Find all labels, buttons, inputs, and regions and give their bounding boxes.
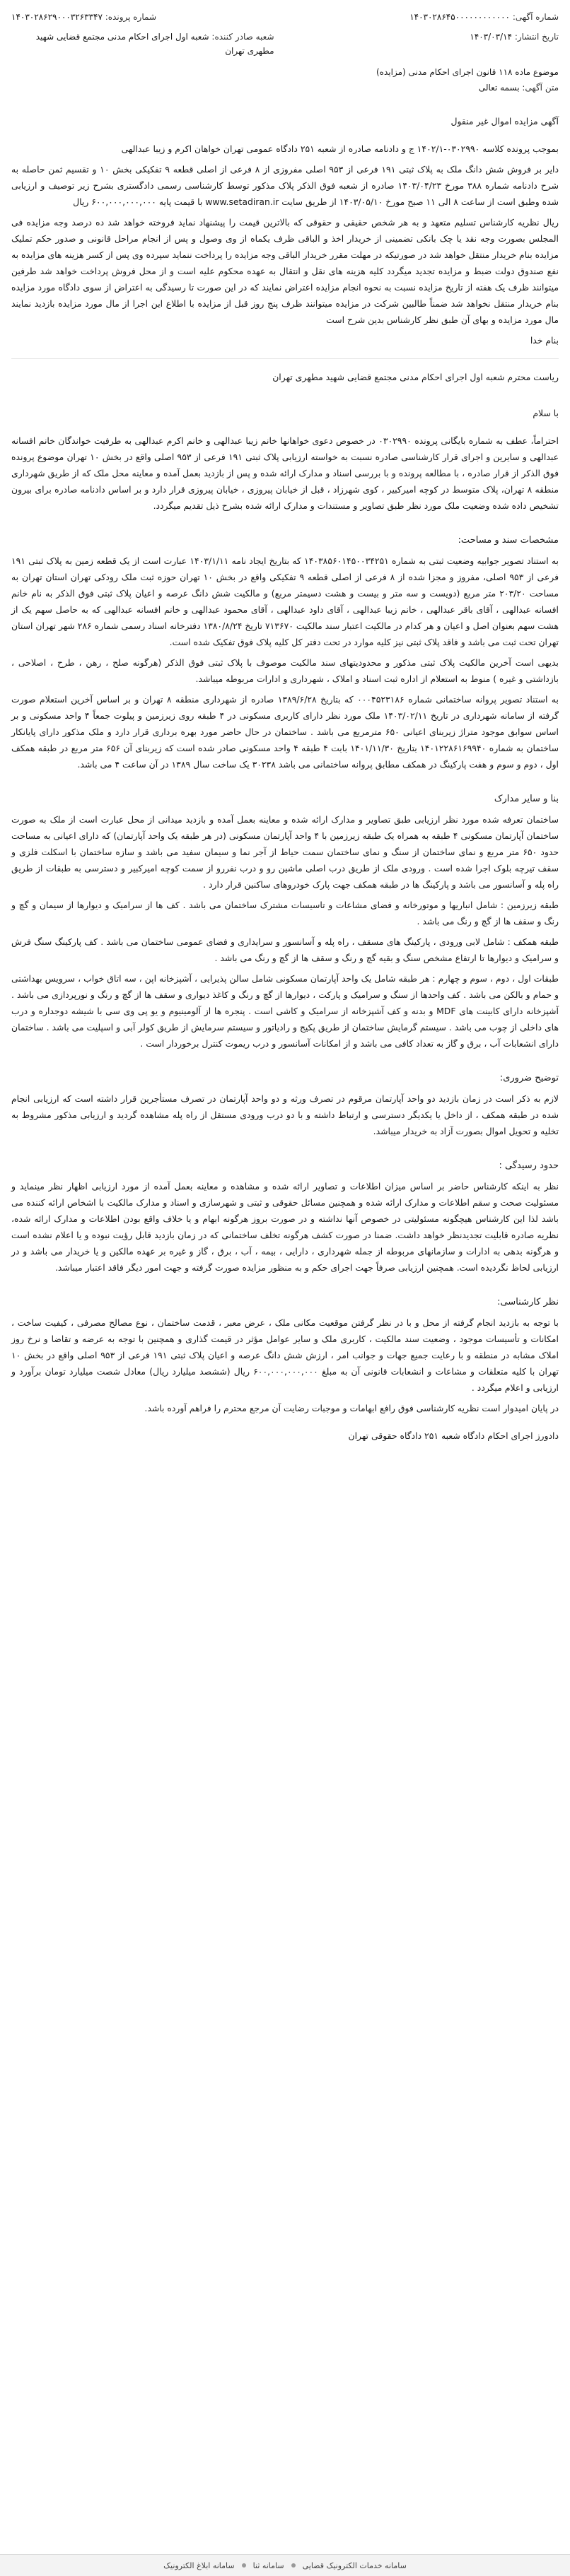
site-footer — [0, 2554, 570, 2576]
intro-paragraph: بموجب پرونده کلاسه ۰۳۰۲۹۹۰-۱۴۰۲/۱ ج و دادنامه صادره از شعبه ۲۵۱ دادگاه عمومی تهران خواهان اکرم و زیبا عبدالهی — [121, 143, 559, 154]
section-title: نظر کارشناسی: — [497, 1297, 559, 1307]
main-paragraph: احتراماً، عطف به شماره بایگانی پرونده ۰۳۰۲۹۹۰ در خصوص دعوی خواهانها خانم زیبا عبدالهی و خانم اکرم عبدالهی به طرفیت خواندگان خانم افسانه عبدالهی و سایرین و اجرای قرار کارشناسی صادره نسبت به خواسته ارزیابی پلاک ثبتی ۱۹۱ فرعی از ۹۵۳ اصلی واقع در بخش ۱۰ تهران موضوع پرونده فوق الذکر از قرار صادره ، با مطالعه پرونده و با بررسی اسناد و مدارک ارائه شده و پس از بازدید بعمل آمده و معاینه محل ملک که از طریق شهرداری منطقه ۸ تهران، پلاک متوسط در کوچه امیرکبیر ، کوی شهرزاد ، قبل از خیابان پیروزی ، خیابان پیروزی قرار دارد و بر اساس دادنامه صادره برای بیرون تشخیص داده شده وضعیت ملک مورد نظر طبق تصاویر و مستندات و مدارک ارائه شده بشرح ذیل تقدیم میگردد. — [11, 435, 559, 511]
issuing-branch: شعبه صادر کننده: شعبه اول اجرای احکام مدنی مجتمع قضایی شهید مطهری تهران — [35, 32, 274, 56]
intro-paragraph: دایر بر فروش شش دانگ ملک به پلاک ثبتی ۱۹۱ فرعی از ۹۵۳ اصلی مفروزی از ۸ فرعی از اصلی قطعه ۹ تفکیکی بخش ۱۰ و تقسیم ثمن حاصله به شرح دادنامه شماره ۳۸۸ مورخ ۱۴۰۳/۰۴/۲۳ صادره از شعبه فوق الذکر پلاک مذکور توسط کارشناسی رسمی دادگستری بشرح زیر توصیف و ارزیابی شده وطبق است از ساعت ۸ الی ۱۱ صبح مورخ ۱۴۰۳/۰۵/۱۰ از طریق سایت www.setadiran.ir با قیمت پایه ۶۰۰,۰۰۰,۰۰۰,۰۰۰ ریال — [11, 164, 559, 207]
salutation: با سلام — [533, 408, 559, 418]
section-title: مشخصات سند و مساحت: — [458, 535, 559, 546]
closing-signature: دادورز اجرای احکام دادگاه شعبه ۲۵۱ دادگاه حقوقی تهران — [348, 1430, 559, 1441]
section-paragraph: طبقات اول ، دوم ، سوم و چهارم : هر طبقه شامل یک واحد آپارتمان مسکونی شامل سالن پذیرایی ، آشپزخانه اپن ، سه اتاق خواب ، سرویس بهداشتی و حمام و بالکن می باشد . کف واحدها از سنگ و سرامیک و پارکت ، دیوارها از گچ و رنگ و کاغذ دیواری و سقف ها از گچ و رنگ و نورپردازی می باشد . آشپزخانه دارای کابینت های MDF و بدنه و کف آشپزخانه از سرامیک و کاشی است . پنجره ها از آلومینیوم و یو پی وی سی با شیشه دوجداره و درب های داخلی از چوب می باشد . سیستم گرمایش ساختمان از طریق پکیج و رادیاتور و سیستم سرمایش از طریق کولر آبی و اسپلیت می باشد . ساختمان دارای انشعابات آب ، برق و گاز به تعداد کافی می باشد و از امکانات آسانسور و درب ریموت کنترل برخوردار است . — [11, 973, 559, 1049]
separator-dot-icon — [242, 2563, 246, 2568]
section-paragraph: طبقه همکف : شامل لابی ورودی ، پارکینگ های مسقف ، راه پله و آسانسور و سرایداری و فضای عمومی ساختمان می باشد . کف پارکینگ سنگ فرش و سرامیک و دیوارها تا ارتفاع مشخص سنگ و بقیه گچ و رنگ و سقف ها از گچ و رنگ می باشد . — [11, 936, 559, 963]
notice-title: آگهی مزایده اموال غیر منقول — [450, 116, 559, 127]
section-paragraph: به استناد تصویر جوابیه وضعیت ثبتی به شماره ۱۴۰۳۸۵۶۰۱۴۵۰۰۳۴۲۵۱ که بتاریخ ایجاد نامه ۱۴۰۳/۱/۱۱ عبارت است از یک قطعه زمین به پلاک ثبتی ۱۹۱ فرعی از ۹۵۳ اصلی، مفروز و مجزا شده از ۸ فرعی از اصلی قطعه ۹ تفکیکی واقع در بخش ۱۰ تهران حوزه ثبت ملک رودکی تهران استان تهران به مساحت ۲۰۳/۲۰ متر مربع (دویست و سه متر و بیست و هشت دسیمتر مربع) و مالکیت شش دانگ عرصه و اعیان پلاک ثبتی فوق الذکر به نام خانم افسانه عبدالهی ، آقای باقر عبدالهی ، خانم زیبا عبدالهی ، آقای داود عبدالهی ، آقای محمود عبدالهی و خانم افسانه عبدالهی که به حاصل سهم یک از هشت سهم بعنوان اصل و اعیان و هر کدام در مالکیت اعتبار سند مالکیت ۷۱۳۶۷۰ تاریخ ۱۳۸۰/۸/۲۴ دفترخانه اسناد رسمی شماره ۲۸۶ شهر تهران استان تهران تحت ثبت می باشد و فاقد پلاک ثبتی نیز کلیه موارد در تحت دفتر کل کلیه پلاک فوق تفکیک شده است. — [11, 555, 559, 647]
footer-link[interactable]: سامانه ثنا — [252, 2560, 284, 2570]
addressee: ریاست محترم شعبه اول اجرای احکام مدنی مجتمع قضایی شهید مطهری تهران — [272, 372, 559, 382]
notice-text-label: متن آگهی: بسمه تعالی — [478, 83, 559, 93]
divider — [11, 358, 559, 359]
ad-number: شماره آگهی: ۱۴۰۳۰۲۸۶۴۵۰۰۰۰۰۰۰۰۰۰۰۰ — [409, 12, 559, 22]
footer-link[interactable]: سامانه ابلاغ الکترونیک — [163, 2560, 235, 2570]
footer-link[interactable]: سامانه خدمات الکترونیک قضایی — [302, 2560, 407, 2570]
section-paragraph: در پایان امیدوار است نظریه کارشناسی فوق رافع ابهامات و موجبات رضایت آن مرجع محترم را فراهم آورده باشد. — [144, 1403, 559, 1413]
section-paragraph: به استناد تصویر پروانه ساختمانی شماره ۰۰۰۴۵۲۳۱۸۶ که بتاریخ ۱۳۸۹/۶/۲۸ صادره از شهرداری منطقه ۸ تهران و بر اساس آخرین استعلام صورت گرفته از سامانه شهرداری در تاریخ ۱۴۰۳/۰۲/۱۱ ملک مورد نظر دارای کاربری مسکونی در ۴ طبقه روی زیرزمین و پیلوت جمعاً ۴ واحد مسکونی و بر اساس سوابق موجود متراژ زیربنای اعیانی ۶۵۰ مترمربع می باشد . ساختمان در حال حاضر مورد بهره برداری قرار دارد و ملک مذکور دارای پایانکار ساختمان به شماره ۱۴۰۱۲۲۸۶۱۶۹۹۴۰ بتاریخ ۱۴۰۱/۱۱/۳۰ بابت ۴ طبقه ۴ واحد مسکونی صادر شده است که زیربنای آن ۶۵۶ متر مربع در طبقه همکف اول ، دوم و سوم و هفت پارکینگ در همکف مطابق پروانه ساختمانی می باشد ۳۰۲۳۸ یک ساخت سال ۱۳۸۹ در آن ساعت ۴ می باشد. — [11, 694, 559, 770]
section-title: حدود رسیدگی : — [499, 1160, 559, 1171]
publish-date: تاریخ انتشار: ۱۴۰۳/۰۳/۱۴ — [470, 32, 559, 42]
intro-paragraph: ریال نظریه کارشناس تسلیم متعهد و به هر شخص حقیقی و حقوقی که بالاترین قیمت را پیشنهاد نماید فروخته خواهد شد ده درصد وجه مزایده فی المجلس بصورت وجه نقد یا چک بانکی تضمینی از خریدار اخذ و الباقی ظرف یکماه از وی وصول و پس از انجام مراحل قانونی و صدور حکم تملیک مزایده بنام خریدار منتقل خواهد شد در صورتیکه در مهلت مقرر خریدار الباقی وجه مزایده را پرداخت ننماید سپرده وی پس از کسر هزینه های مزایده به نفع صندوق دولت ضبط و مزایده تجدید میگردد کلیه هزینه های نقل و انتقال به عهده محکوم علیه است و از محل فروش پرداخت خواهد شد طرفین میتوانند ظرف یک هفته از تاریخ مزایده نسبت به نحوه انجام مزایده اعتراض نمایند که در این صورت تا رسیدگی به اعتراض از سوی دادگاه مورد مزایده بنام خریدار منتقل نخواهد شد ضمناً طالبین شرکت در مزایده میتوانند ظرف پنج روز قبل از مزایده با اطلاع این اجرا از مال مورد مزایده بازدید نمایند مال مورد مزایده و بهای آن طبق نظر کارشناس بدین شرح است — [11, 217, 559, 325]
section-paragraph: نظر به اینکه کارشناس حاضر بر اساس میزان اطلاعات و تصاویر ارائه شده و مشاهده و معاینه بعمل آمده از مورد ارزیابی اظهار نظر مینماید و مسئولیت صحت و سقم اطلاعات و مدارک ارائه شده و همچنین مسائل حقوقی و ثبتی و شهرسازی و اسناد و مدارک مالکیت با اشخاص ارائه کننده می باشد لذا این کارشناس هیچگونه مسئولیتی در خصوص آنها نداشته و در صورت بروز هرگونه ابهام و یا خلاف واقع بودن اطلاعات و مدارک ارائه شده، نظریه صادره قابلیت تجدیدنظر خواهد داشت. ضمنا در صورت کشف هرگونه تخلف ساختمانی که در زمان بازدید قابل رؤیت نبوده و یا اعلام نشده است و هرگونه بدهی به ادارات و سازمانهای مربوطه از جمله شهرداری ، دارایی ، بیمه ، آب ، برق ، گاز و غیره بر عهده مالکین و یا خریدار می باشد و در ارزیابی لحاظ نگردیده است. همچنین ارزیابی صرفاً جهت اجرای حکم و به منظور مزایده صورت گرفته و جهت امور دیگر فاقد اعتبار میباشد. — [11, 1181, 559, 1273]
notice-heading-label: موضوع ماده ۱۱۸ قانون اجرای احکام مدنی (مزایده) — [376, 67, 559, 77]
section-paragraph: طبقه زیرزمین : شامل انباریها و موتورخانه و فضای مشاعات و تاسیسات مشترک ساختمان می باشد . کف ها از سرامیک و دیوارها از سیمان و گچ و رنگ و سقف ها از گچ و رنگ می باشد . — [11, 900, 559, 927]
section-paragraph: بدیهی است آخرین مالکیت پلاک ثبتی مذکور و محدودیتهای سند مالکیت موصوف با پلاک ثبتی فوق الذکر (هرگونه صلح ، رهن ، طرح ، اصلاحی ، بازداشتی و غیره ) منوط به استعلام از اداره ثبت اسناد و املاک ، شهرداری و ادارات مربوطه میباشد. — [11, 657, 559, 684]
section-paragraph: ساختمان تعرفه شده مورد نظر ارزیابی طبق تصاویر و مدارک ارائه شده و معاینه بعمل آمده و بازدید میدانی از محل عبارت است از ملک به صورت ساختمان آپارتمان مسکونی ۴ طبقه به همراه یک طبقه زیرزمین با ۴ واحد آپارتمان مسکونی (در هر طبقه یک واحد آپارتمان) که دارای اعیانی به مساحت حدود ۶۵۰ متر مربع و نمای ساختمان از سنگ و نمای ساختمان سمت حیاط از آجر نما و سیمان سفید می باشد و سازه ساختمان با اسکلت فلزی و سقف تیرچه بلوک اجرا شده است . ورودی ملک از طریق درب اصلی ماشین رو و درب نفررو از سمت کوچه امیرکبیر و دسترسی به طبقات از طریق راه پله و آسانسور می باشد و پارکینگ ها در طبقه همکف جهت پارک خودروهای ساکنین قرار دارد . — [11, 814, 559, 890]
notice-header — [0, 0, 570, 99]
section-title: بنا و سایر مدارک — [494, 794, 559, 804]
separator-dot-icon — [291, 2563, 296, 2568]
section-title: توضیح ضروری: — [499, 1073, 559, 1083]
section-paragraph: لازم به ذکر است در زمان بازدید دو واحد آپارتمان مرقوم در تصرف ورثه و دو واحد آپارتمان در تصرف مستأجرین قرار داشته است که ارزیابی انجام شده در طبقه همکف ، از داخل یا یکدیگر دسترسی و ارتباط داشته و با دو درب ورودی مستقل از راه پله مشاهده گردید و ارزیابی مذکور مشروط به تخلیه و تحویل اموال بصورت آزاد به خریدار میباشد. — [11, 1093, 559, 1136]
case-number: شماره پرونده: ۱۴۰۳۰۲۸۶۲۹۰۰۰۳۲۶۳۳۴۷ — [11, 12, 157, 22]
section-paragraph: با توجه به بازدید انجام گرفته از محل و با در نظر گرفتن موقعیت مکانی ملک ، عرض معبر ، قدمت ساختمان ، نوع مصالح مصرفی ، کیفیت ساخت ، امکانات و تأسیسات موجود ، وضعیت سند مالکیت ، کاربری ملک و سایر عوامل مؤثر در قیمت گذاری و همچنین با توجه به عرضه و تقاضا و نرخ روز املاک مشابه در منطقه و با رعایت جمیع جهات و جوانب امر ، ارزش شش دانگ عرصه و اعیان پلاک ثبتی ۱۹۱ فرعی از ۹۵۳ اصلی واقع در بخش ۱۰ تهران با کلیه متعلقات و مشاعات و انشعابات قانونی آن به مبلغ ۶۰۰,۰۰۰,۰۰۰,۰۰۰ ریال (ششصد میلیارد ریال) معادل شصت میلیارد تومان برآورد و ارزیابی و اعلام میگردد . — [11, 1317, 559, 1393]
greeting: بنام خدا — [530, 335, 559, 346]
